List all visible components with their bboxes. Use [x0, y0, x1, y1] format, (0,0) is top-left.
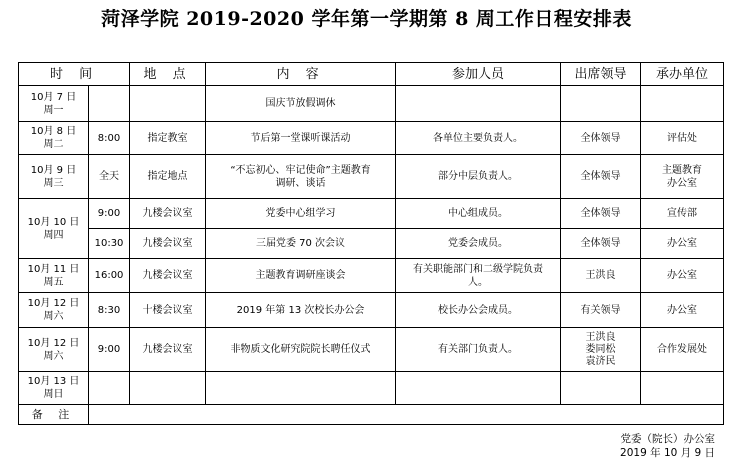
- time-cell: 8:00: [89, 122, 130, 155]
- footer-date: 2019 年 10 月 9 日: [620, 447, 715, 459]
- remarks-row: [19, 405, 724, 425]
- attendees-cell: 有关部门负责人。: [396, 328, 561, 372]
- organizer-cell: 主题教育 办公室: [641, 155, 724, 199]
- content-cell: “不忘初心、牢记使命”主题教育 调研、谈话: [206, 155, 396, 199]
- header-row: [19, 63, 724, 86]
- leaders-cell: [561, 86, 641, 122]
- header-leaders: 出席领导: [561, 63, 641, 86]
- content-cell: 节后第一堂课听课活动: [206, 122, 396, 155]
- table-row: [19, 199, 724, 229]
- leaders-cell: 全体领导: [561, 155, 641, 199]
- header-time: 时 间: [19, 63, 130, 86]
- place-cell: 九楼会议室: [130, 328, 206, 372]
- table-row: [19, 372, 724, 405]
- organizer-cell: [641, 372, 724, 405]
- time-cell: [89, 86, 130, 122]
- leaders-cell: 有关领导: [561, 293, 641, 328]
- content-cell: 主题教育调研座谈会: [206, 259, 396, 293]
- date-cell: 10月 9 日 周三: [19, 155, 89, 199]
- header-attendees: 参加人员: [396, 63, 561, 86]
- time-cell: 全天: [89, 155, 130, 199]
- page-title: 菏泽学院 2019-2020 学年第一学期第 8 周工作日程安排表: [101, 8, 632, 30]
- attendees-cell: 中心组成员。: [396, 199, 561, 229]
- leaders-cell: 王洪良 娄同松 袁济民: [561, 328, 641, 372]
- time-cell: 9:00: [89, 328, 130, 372]
- time-cell: 16:00: [89, 259, 130, 293]
- attendees-cell: 各单位主要负责人。: [396, 122, 561, 155]
- place-cell: 九楼会议室: [130, 259, 206, 293]
- attendees-cell: 党委会成员。: [396, 229, 561, 259]
- table-row: [19, 122, 724, 155]
- date-cell: 10月 13 日 周日: [19, 372, 89, 405]
- table-row: [19, 328, 724, 372]
- date-cell: 10月 7 日 周一: [19, 86, 89, 122]
- leaders-cell: 全体领导: [561, 229, 641, 259]
- place-cell: 指定地点: [130, 155, 206, 199]
- place-cell: 十楼会议室: [130, 293, 206, 328]
- organizer-cell: 办公室: [641, 259, 724, 293]
- date-cell: 10月 10 日 周四: [19, 199, 89, 259]
- attendees-cell: 有关职能部门和二级学院负责 人。: [396, 259, 561, 293]
- table-row: [19, 229, 724, 259]
- place-cell: 九楼会议室: [130, 229, 206, 259]
- header-organizer: 承办单位: [641, 63, 724, 86]
- organizer-cell: 办公室: [641, 293, 724, 328]
- header-content: 内 容: [206, 63, 396, 86]
- attendees-cell: 部分中层负责人。: [396, 155, 561, 199]
- leaders-cell: 全体领导: [561, 122, 641, 155]
- organizer-cell: 宣传部: [641, 199, 724, 229]
- organizer-cell: [641, 86, 724, 122]
- date-cell: 10月 12 日 周六: [19, 293, 89, 328]
- time-cell: [89, 372, 130, 405]
- attendees-cell: [396, 86, 561, 122]
- table-row: [19, 86, 724, 122]
- content-cell: [206, 372, 396, 405]
- table-row: [19, 155, 724, 199]
- content-cell: 非物质文化研究院院长聘任仪式: [206, 328, 396, 372]
- place-cell: 指定教室: [130, 122, 206, 155]
- leaders-cell: [561, 372, 641, 405]
- date-cell: 10月 8 日 周二: [19, 122, 89, 155]
- time-cell: 8:30: [89, 293, 130, 328]
- table-row: [19, 259, 724, 293]
- attendees-cell: [396, 372, 561, 405]
- leaders-cell: 王洪良: [561, 259, 641, 293]
- leaders-cell: 全体领导: [561, 199, 641, 229]
- content-cell: 国庆节放假调休: [206, 86, 396, 122]
- attendees-cell: 校长办公会成员。: [396, 293, 561, 328]
- organizer-cell: 办公室: [641, 229, 724, 259]
- date-cell: 10月 12 日 周六: [19, 328, 89, 372]
- time-cell: 10:30: [89, 229, 130, 259]
- table-row: [19, 293, 724, 328]
- place-cell: 九楼会议室: [130, 199, 206, 229]
- place-cell: [130, 86, 206, 122]
- remarks-label: 备 注: [19, 405, 89, 425]
- schedule-table: [18, 62, 724, 425]
- place-cell: [130, 372, 206, 405]
- organizer-cell: 评估处: [641, 122, 724, 155]
- header-place: 地 点: [130, 63, 206, 86]
- content-cell: 三届党委 70 次会议: [206, 229, 396, 259]
- footer: [620, 432, 715, 460]
- content-cell: 党委中心组学习: [206, 199, 396, 229]
- footer-office: 党委（院长）办公室: [620, 433, 715, 445]
- remarks-cell: [89, 405, 724, 425]
- organizer-cell: 合作发展处: [641, 328, 724, 372]
- content-cell: 2019 年第 13 次校长办公会: [206, 293, 396, 328]
- time-cell: 9:00: [89, 199, 130, 229]
- date-cell: 10月 11 日 周五: [19, 259, 89, 293]
